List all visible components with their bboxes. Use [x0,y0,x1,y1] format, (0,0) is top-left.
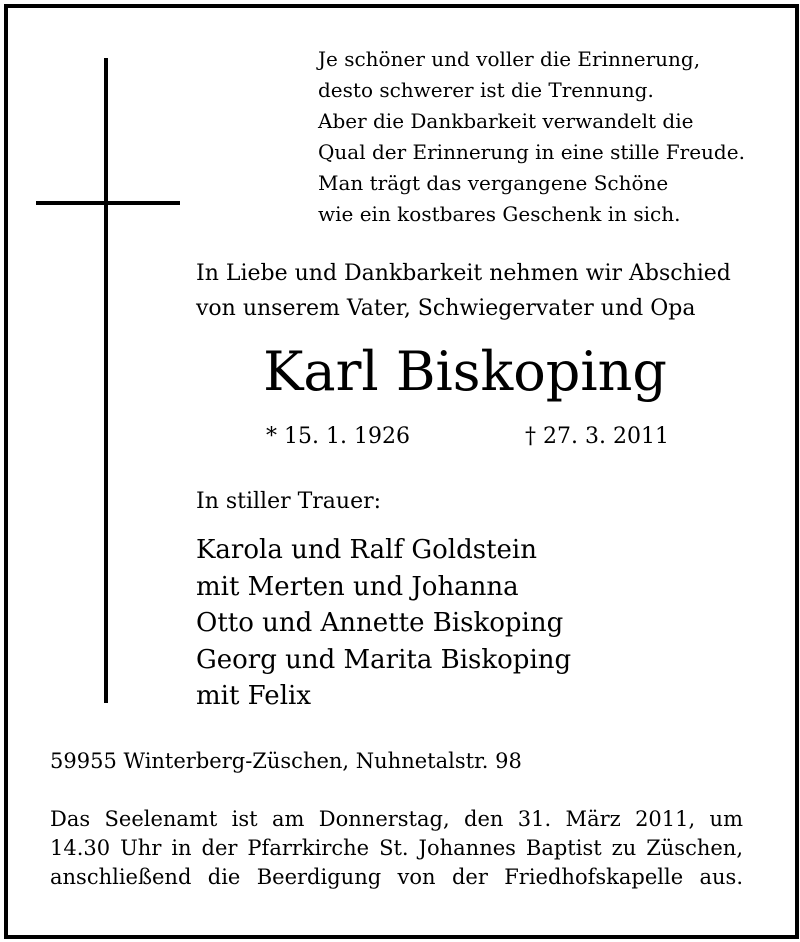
mourning-heading: In stiller Trauer: [196,489,382,514]
mourners-list [196,532,571,715]
family-address: 59955 Winterberg-Züschen, Nuhnetalstr. 98 [50,749,522,773]
memorial-poem [318,44,745,230]
death-date: † 27. 3. 2011 [525,424,669,449]
notice-line: anschließend die Beerdigung von der Friedhofskapelle aus. [50,865,743,889]
mourner-entry: Georg und Marita Biskoping [196,644,572,675]
poem-line: Man trägt das vergangene Schöne [318,171,669,195]
deceased-name: Karl Biskoping [263,340,667,403]
poem-line: Aber die Dankbarkeit verwandelt die [318,109,694,133]
mourner-entry: Karola und Ralf Goldstein [196,535,537,565]
poem-line: Qual der Erinnerung in eine stille Freude. [318,140,745,164]
mourner-entry: Otto und Annette Biskoping [196,608,564,638]
intro-line: von unserem Vater, Schwiegervater und Opa [196,296,696,321]
poem-line: desto schwerer ist die Trennung. [318,78,654,102]
notice-line: 14.30 Uhr in der Pfarrkirche St. Johannes Baptist zu Züschen, [50,836,743,860]
mourner-entry: mit Felix [196,681,311,711]
cross-horizontal-bar [36,201,180,205]
service-notice [50,805,743,892]
mourner-entry: mit Merten und Johanna [196,571,519,602]
farewell-intro [196,256,731,326]
poem-line: wie ein kostbares Geschenk in sich. [318,202,681,226]
poem-line: Je schöner und voller die Erinnerung, [318,47,701,71]
intro-line: In Liebe und Dankbarkeit nehmen wir Abschied [196,261,731,286]
notice-line: Das Seelenamt ist am Donnerstag, den 31. März 2011, um [50,807,743,831]
birth-date: * 15. 1. 1926 [266,424,410,449]
